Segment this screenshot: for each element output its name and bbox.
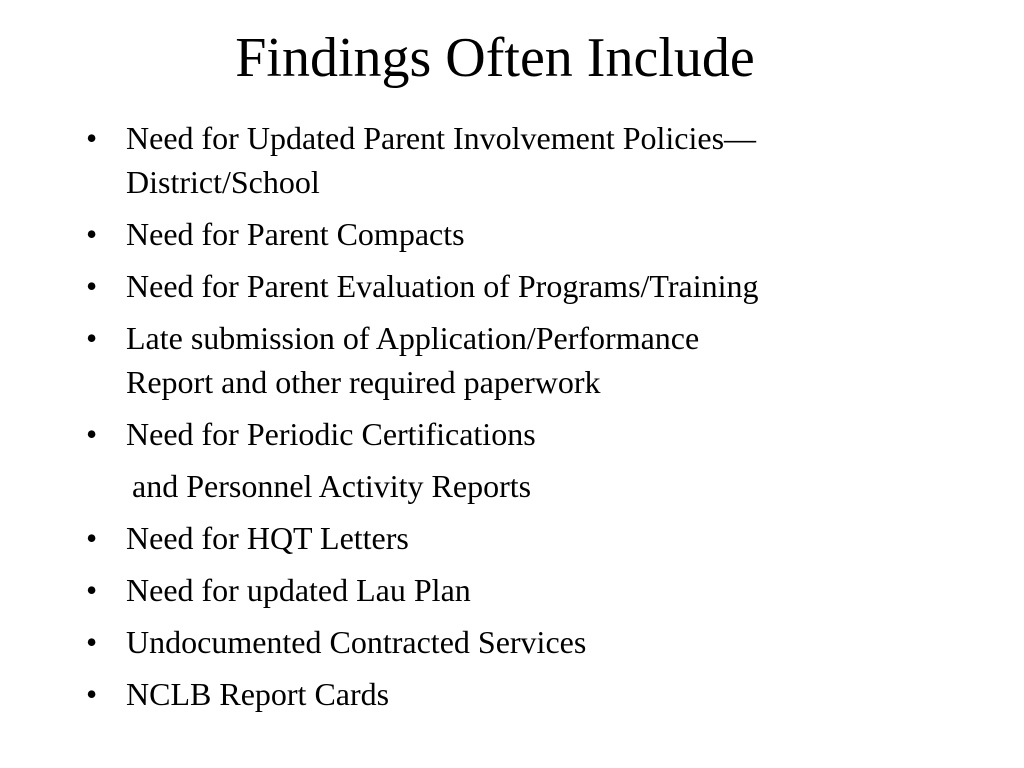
bullet-text: Need for Periodic Certifications — [126, 416, 536, 452]
bullet-item-periodic-certifications — [86, 412, 986, 456]
bullet-icon: • — [86, 120, 98, 156]
bullet-text: Need for Parent Compacts — [126, 216, 465, 252]
bullet-text: NCLB Report Cards — [126, 676, 390, 712]
bullet-icon: • — [86, 416, 98, 452]
bullet-text: Late submission of Application/Performance — [126, 320, 700, 356]
bullet-list — [86, 116, 986, 724]
bullet-icon: • — [86, 676, 98, 712]
bullet-icon: • — [86, 520, 98, 556]
bullet-text: Need for Parent Evaluation of Programs/Training — [126, 268, 759, 304]
bullet-text: Need for Updated Parent Involvement Policies— — [126, 120, 757, 156]
bullet-item-nclb-report-cards — [86, 672, 986, 716]
bullet-text: Need for updated Lau Plan — [126, 572, 471, 608]
bullet-text: Need for HQT Letters — [126, 520, 409, 556]
bullet-icon: • — [86, 572, 98, 608]
bullet-item-parent-involvement-policies — [86, 116, 986, 204]
bullet-icon: • — [86, 216, 98, 252]
bullet-text-continued: District/School — [126, 164, 320, 200]
bullet-icon: • — [86, 320, 98, 356]
bullet-text-continued: Report and other required paperwork — [126, 364, 601, 400]
bullet-item-lau-plan — [86, 568, 986, 612]
bullet-text: Undocumented Contracted Services — [126, 624, 587, 660]
bullet-item-hqt-letters — [86, 516, 986, 560]
slide-title: Findings Often Include — [235, 27, 755, 89]
bullet-item-late-submission — [86, 316, 986, 404]
bullet-icon: • — [86, 268, 98, 304]
continuation-line-personnel-activity-reports: and Personnel Activity Reports — [132, 468, 532, 504]
bullet-item-parent-evaluation — [86, 264, 986, 308]
bullet-item-contracted-services — [86, 620, 986, 664]
bullet-item-parent-compacts — [86, 212, 986, 256]
bullet-icon: • — [86, 624, 98, 660]
